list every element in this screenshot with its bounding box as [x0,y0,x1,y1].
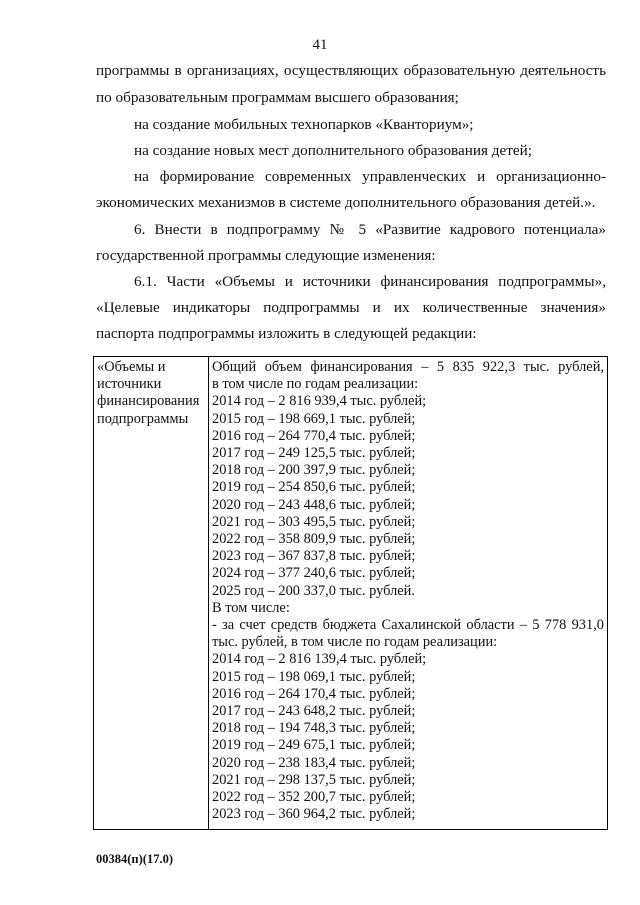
content-line: 2021 год – 298 137,5 тыс. рублей; [212,771,416,788]
paragraph-line: по образовательным программам высшего образования; [96,89,459,106]
passport-table [93,356,608,830]
content-line: 2015 год – 198 669,1 тыс. рублей; [212,410,416,427]
paragraph-line: 6.1. Части «Объемы и источники финансирования подпрограммы», [134,273,606,290]
paragraph-line: паспорта подпрограммы изложить в следующей редакции: [96,325,477,342]
content-line: 2021 год – 303 495,5 тыс. рублей; [212,513,416,530]
content-line: 2025 год – 200 337,0 тыс. рублей. [212,582,415,599]
content-line: 2017 год – 243 648,2 тыс. рублей; [212,703,416,720]
label-line: «Объемы и [97,359,166,375]
table-content-cell [209,357,608,830]
content-line: 2014 год – 2 816 139,4 тыс. рублей; [212,651,427,668]
content-line: 2016 год – 264 170,4 тыс. рублей; [212,685,416,702]
label-line: подпрограммы [97,410,189,427]
paragraph-line: на создание новых мест дополнительного образования детей; [134,142,533,159]
content-line: 2022 год – 352 200,7 тыс. рублей; [212,789,416,806]
paragraph-line: на создание мобильных технопарков «Кванториум»; [134,116,474,133]
content-line: 2014 год – 2 816 939,4 тыс. рублей; [212,393,427,410]
table-row [94,357,608,830]
content-line: - за счет средств бюджета Сахалинской области – 5 778 931,0 [212,617,604,634]
content-line: 2017 год – 249 125,5 тыс. рублей; [212,445,416,462]
content-line: 2020 год – 238 183,4 тыс. рублей; [212,754,416,771]
content-line: В том числе: [212,599,290,616]
label-line: финансирования [97,393,200,410]
paragraph-line: на формирование современных управленческих и организационно- [134,168,606,185]
label-line: источники [97,376,162,393]
content-line: 2019 год – 249 675,1 тыс. рублей; [212,737,416,754]
document-code-footer: 00384(п)(17.0) [96,852,173,866]
paragraph-line: экономических механизмов в системе дополнительного образования детей.». [96,194,596,211]
content-line: 2018 год – 200 397,9 тыс. рублей; [212,462,416,479]
content-line: 2023 год – 360 964,2 тыс. рублей; [212,806,416,823]
content-line: 2016 год – 264 770,4 тыс. рублей; [212,427,416,444]
paragraph-line: программы в организациях, осуществляющих образовательную деятельность [96,62,606,79]
paragraph-line: 6. Внести в подпрограмму № 5 «Развитие кадрового потенциала» [134,221,606,238]
content-line: 2022 год – 358 809,9 тыс. рублей; [212,531,416,548]
paragraph-line: государственной программы следующие изменения: [96,247,436,264]
content-line: 2020 год – 243 448,6 тыс. рублей; [212,496,416,513]
content-line: в том числе по годам реализации: [212,376,419,393]
content-line: 2015 год – 198 069,1 тыс. рублей; [212,668,416,685]
content-line: тыс. рублей, в том числе по годам реализации: [212,634,498,651]
table-label-cell [94,357,209,830]
content-line: 2024 год – 377 240,6 тыс. рублей; [212,565,416,582]
content-line: 2018 год – 194 748,3 тыс. рублей; [212,720,416,737]
content-line: 2019 год – 254 850,6 тыс. рублей; [212,479,416,496]
paragraph-line: «Целевые индикаторы подпрограммы и их количественные значения» [96,299,606,316]
content-line: 2023 год – 367 837,8 тыс. рублей; [212,548,416,565]
content-line: Общий объем финансирования – 5 835 922,3 тыс. рублей, [212,359,604,375]
page-number: 41 [312,37,328,53]
